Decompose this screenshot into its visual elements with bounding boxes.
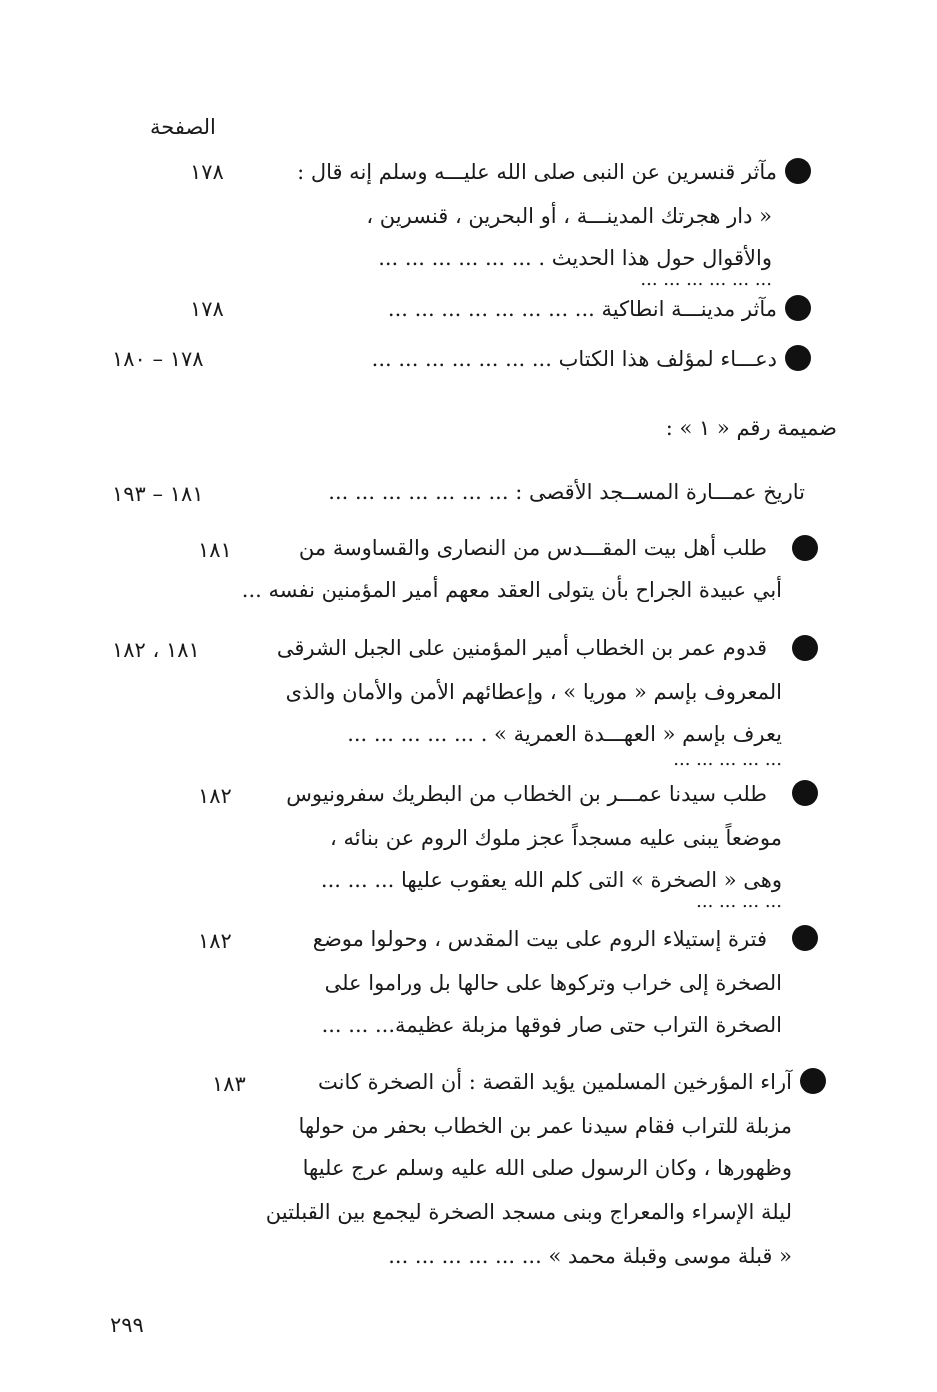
entry-page-number: ١٧٨ [190, 297, 224, 321]
entry-line: ... ... ... ... [696, 891, 782, 912]
entry-line: المعروف بإسم « موريا » ، وإعطائهم الأمن والأمان والذى [285, 680, 782, 704]
entry-line: طلب سيدنا عمـــر بن الخطاب من البطريك سفرونيوس [286, 782, 767, 806]
entry-line: قدوم عمر بن الخطاب أمير المؤمنين على الجبل الشرقى [276, 636, 767, 660]
bullet-icon [792, 780, 818, 806]
entry-page-number: ١٨٢ [198, 784, 232, 808]
entry-line: « قبلة موسى وقبلة محمد » ... ... ... ... ... ... [388, 1244, 792, 1268]
entry-line: مآثر مدينـــة انطاكية ... ... ... ... ... ... ... ... [387, 297, 777, 321]
entry-line: أبي عبيدة الجراح بأن يتولى العقد معهم أمير المؤمنين نفسه ... [241, 578, 782, 602]
entry-page-number: ١٨١ [198, 538, 232, 562]
history-line: تاريخ عمـــارة المســجد الأقصى : ... ... ... ... ... ... ... [328, 480, 805, 504]
entry-line: مزبلة للتراب فقام سيدنا عمر بن الخطاب بحفر من حولها [298, 1114, 792, 1138]
bullet-icon [792, 635, 818, 661]
entry-line: ... ... ... ... ... [673, 749, 782, 770]
entry-line: طلب أهل بيت المقـــدس من النصارى والقساوسة من [298, 536, 767, 560]
entry-line: « دار هجرتك المدينـــة ، أو البحرين ، قنسرين ، [366, 204, 772, 228]
entry-line: ليلة الإسراء والمعراج وبنى مسجد الصخرة ليجمع بين القبلتين [265, 1200, 792, 1224]
bullet-icon [785, 345, 811, 371]
history-page-range: ١٨١ – ١٩٣ [112, 482, 204, 506]
entry-page-number: ١٧٨ [190, 160, 224, 184]
entry-page-number: ١٨٢ [198, 929, 232, 953]
bullet-icon [792, 925, 818, 951]
page-number: ٢٩٩ [110, 1313, 144, 1337]
entry-page-number: ١٨١ ، ١٨٢ [112, 638, 200, 662]
bullet-icon [785, 158, 811, 184]
entry-line: وظهورها ، وكان الرسول صلى الله عليه وسلم عرج عليها [302, 1156, 792, 1180]
entry-line: موضعاً يبنى عليه مسجداً عجز ملوك الروم عن بنائه ، [329, 826, 782, 850]
bullet-icon [800, 1068, 826, 1094]
entry-line: فترة إستيلاء الروم على بيت المقدس ، وحولوا موضع [312, 927, 767, 951]
entry-line: ... ... ... ... ... ... [640, 269, 772, 290]
entry-line: مآثر قنسرين عن النبى صلى الله عليـــه وسلم إنه قال : [297, 160, 777, 184]
entry-page-number: ١٧٨ – ١٨٠ [112, 347, 204, 371]
entry-line: دعـــاء لمؤلف هذا الكتاب ... ... ... ... ... ... ... [371, 347, 777, 371]
bullet-icon [792, 535, 818, 561]
entry-line: آراء المؤرخين المسلمين يؤيد القصة : أن الصخرة كانت [318, 1070, 792, 1094]
appendix-title: ضميمة رقم « ١ » : [665, 416, 837, 440]
entry-line: والأقوال حول هذا الحديث . ... ... ... ... ... ... [378, 246, 772, 270]
entry-line: الصخرة إلى خراب وتركوها على حالها بل وراموا على [324, 971, 782, 995]
entry-line: يعرف بإسم « العهـــدة العمرية » . ... ... ... ... ... [347, 722, 782, 746]
entry-page-number: ١٨٣ [212, 1072, 246, 1096]
bullet-icon [785, 295, 811, 321]
entry-line: الصخرة التراب حتى صار فوقها مزبلة عظيمة... ... ... [321, 1013, 782, 1037]
entry-line: وهى « الصخرة » التى كلم الله يعقوب عليها ... ... ... [320, 868, 782, 892]
page-column-header: الصفحة [150, 115, 216, 139]
